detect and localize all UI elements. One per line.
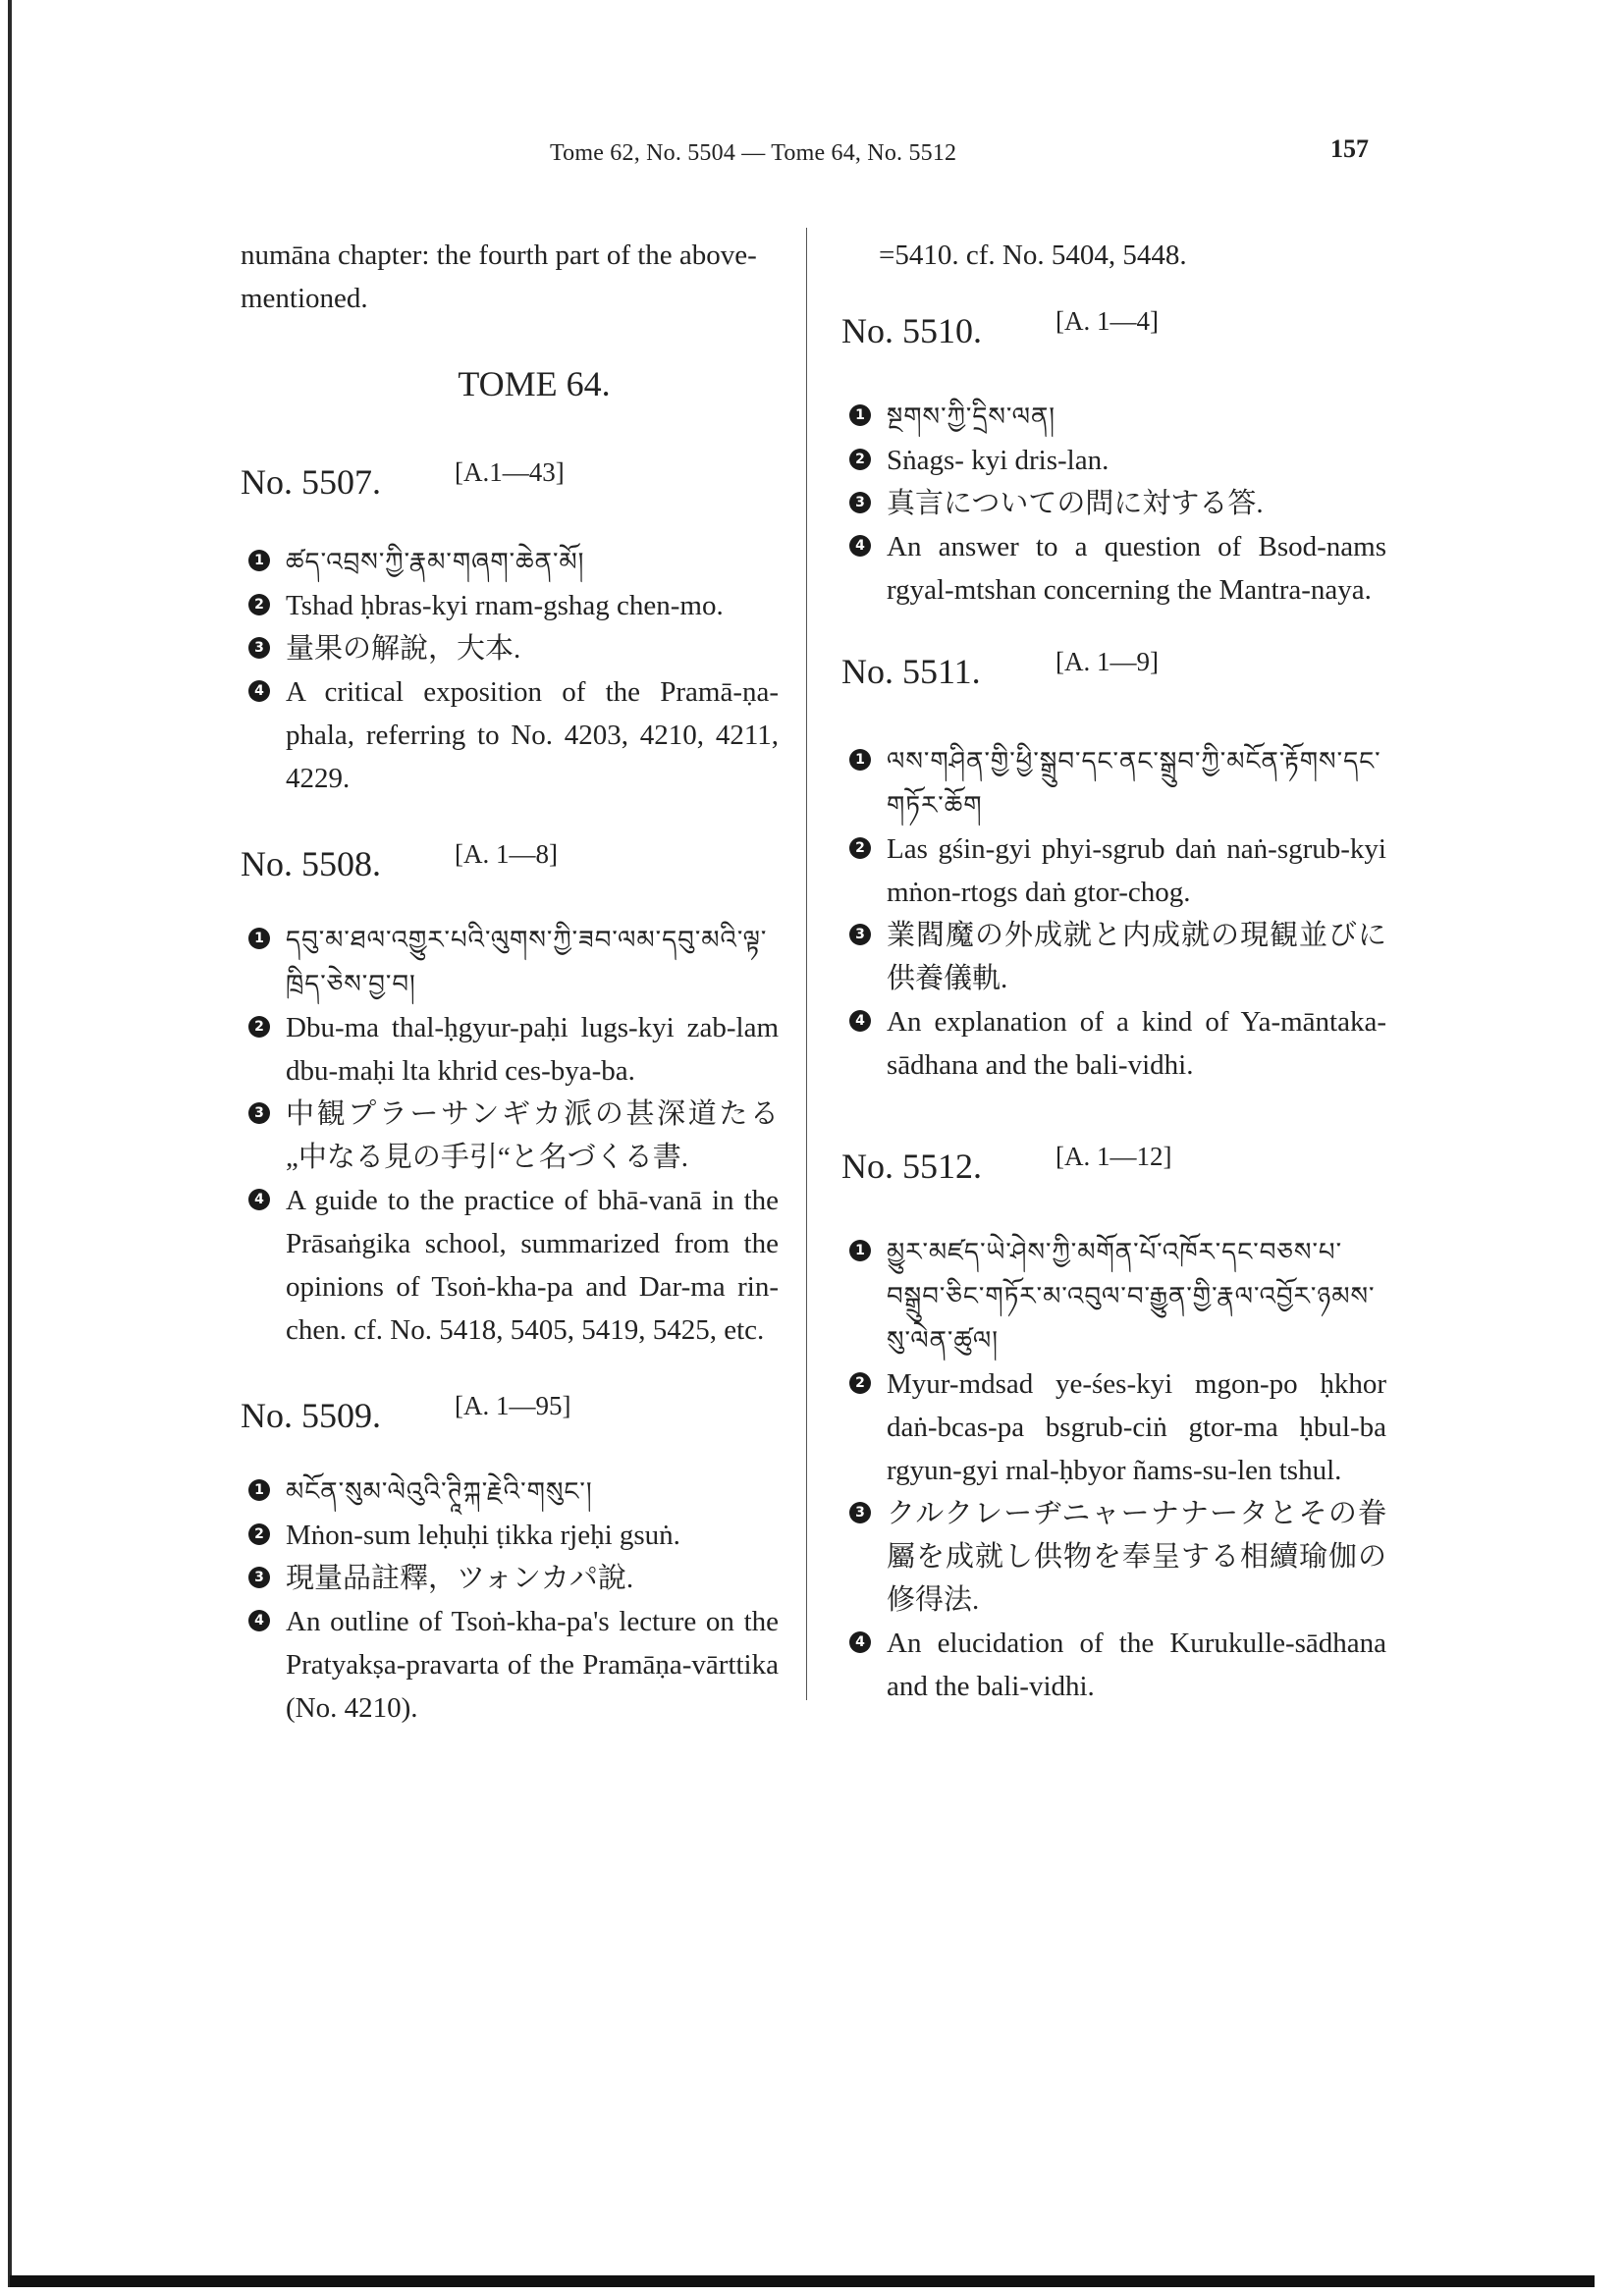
item-text: ལས་གཤིན་གྱི་ཕྱི་སྒྲུབ་དང་ནང་སྒྲུབ་ཀྱི་མངོན་རྟོགས་དང་གཏོར་ཆོག xyxy=(887,747,1381,821)
entry-number: No. 5512. xyxy=(841,1147,982,1186)
circled-number: 1 xyxy=(248,550,270,571)
entry-reference: [A. 1—95] xyxy=(455,1391,571,1420)
circled-number: 4 xyxy=(849,535,871,557)
item-text: མྱུར་མཛད་ཡེ་ཤེས་ཀྱི་མགོན་པོ་འཁོར་དང་བཅས་པ་བསྒྲུབ་ཅིང་གཏོར་མ་འབུལ་བ་རྒྱུན་གྱི་རྣལ་འབྱོར་ཉམས་སུ་ལེན་ཚུལ། xyxy=(887,1238,1376,1356)
entry-item xyxy=(841,1000,1386,1087)
entry-item xyxy=(241,1469,779,1514)
entry-item xyxy=(841,1362,1386,1492)
entry-item xyxy=(841,395,1386,439)
entry-item xyxy=(241,1093,779,1179)
circled-number: 3 xyxy=(849,1502,871,1523)
entry-item xyxy=(241,670,779,800)
right-column xyxy=(841,234,1386,1708)
circled-number: 3 xyxy=(248,637,270,659)
circled-number: 2 xyxy=(849,837,871,859)
item-text: A guide to the practice of bhā-vanā in the Prāsaṅgika school, summarized from the opinions of Tsoṅ-kha-pa and Dar-ma rin-chen. cf. No. 5418, 5405, 5419, 5425, etc. xyxy=(286,1185,779,1346)
entry-reference: [A. 1—4] xyxy=(1056,306,1159,336)
binding-edge xyxy=(8,0,12,2287)
item-text: 中観プラーサンギカ派の甚深道たる„中なる見の手引“と名づくる書. xyxy=(286,1098,779,1173)
running-head: Tome 62, No. 5504 — Tome 64, No. 5512 xyxy=(550,140,957,166)
item-text: Sṅags- kyi dris-lan. xyxy=(887,445,1110,476)
item-text: 現量品註釋，ツォンカパ說. xyxy=(286,1563,634,1594)
item-text: Myur-mdsad ye-śes-kyi mgon-po ḥkhor daṅ-bcas-pa bsgrub-ciṅ gtor-ma ḥbul-ba rgyun-gyi rnal-ḥbyor ñams-su-len tshul. xyxy=(887,1368,1386,1486)
item-text: 量果の解說，大本. xyxy=(286,633,521,665)
entry-number: No. 5511. xyxy=(841,652,981,691)
circled-number: 2 xyxy=(849,449,871,470)
entry xyxy=(241,457,779,800)
entry-item xyxy=(841,828,1386,914)
entry-reference: [A. 1—9] xyxy=(1056,647,1159,676)
entry xyxy=(841,1142,1386,1708)
entry-item xyxy=(241,1514,779,1557)
item-text: Dbu-ma thal-ḥgyur-paḥi lugs-kyi zab-lam dbu-maḥi lta khrid ces-bya-ba. xyxy=(286,1012,779,1087)
entry-item xyxy=(241,627,779,670)
entry-item xyxy=(841,739,1386,828)
entry-reference: [A. 1—12] xyxy=(1056,1142,1172,1171)
item-text: An explanation of a kind of Ya-māntaka-sādhana and the bali-vidhi. xyxy=(887,1006,1386,1081)
entry-item xyxy=(841,1492,1386,1622)
circled-number: 2 xyxy=(248,1523,270,1545)
circled-number: 4 xyxy=(248,1610,270,1631)
entry-item xyxy=(241,584,779,627)
entry-item xyxy=(241,1600,779,1730)
circled-number: 1 xyxy=(849,749,871,771)
entry-item xyxy=(241,1179,779,1352)
item-text: 業閻魔の外成就と内成就の現観並びに供養儀軌. xyxy=(887,920,1386,994)
entry xyxy=(841,306,1386,612)
circled-number: 1 xyxy=(849,404,871,426)
circled-number: 3 xyxy=(849,924,871,945)
entry-item xyxy=(241,918,779,1006)
item-text: སྔགས་ཀྱི་དྲིས་ལན། xyxy=(887,402,1056,432)
entry-item xyxy=(841,439,1386,482)
entry-reference: [A. 1—8] xyxy=(455,839,558,869)
circled-number: 3 xyxy=(248,1567,270,1588)
circled-number: 2 xyxy=(248,594,270,615)
entry-number: No. 5508. xyxy=(241,844,381,883)
circled-number: 2 xyxy=(849,1372,871,1394)
entry xyxy=(841,647,1386,1087)
item-text: A critical exposition of the Pramā-ṇa-phala, referring to No. 4203, 4210, 4211, 4229. xyxy=(286,676,779,794)
tome-title: TOME 64. xyxy=(458,364,611,403)
item-text: Tshad ḥbras-kyi rnam-gshag chen-mo. xyxy=(286,590,724,621)
circled-number: 4 xyxy=(849,1010,871,1032)
entry-item xyxy=(241,1006,779,1093)
continuation-text: numāna chapter: the fourth part of the above-mentioned. xyxy=(241,240,757,314)
circled-number: 2 xyxy=(248,1016,270,1038)
item-text: Las gśin-gyi phyi-sgrub daṅ naṅ-sgrub-kyi mṅon-rtogs daṅ gtor-chog. xyxy=(887,833,1386,908)
entry-number: No. 5509. xyxy=(241,1396,381,1435)
entry-number: No. 5507. xyxy=(241,462,381,502)
circled-number: 1 xyxy=(248,1479,270,1501)
circled-number: 1 xyxy=(248,928,270,949)
entry-number: No. 5510. xyxy=(841,311,982,350)
entry-item xyxy=(841,1230,1386,1362)
entry xyxy=(241,839,779,1352)
left-column xyxy=(241,234,779,1730)
entry-item xyxy=(841,1622,1386,1708)
item-text: ཚད་འབྲས་ཀྱི་རྣམ་གཞག་ཆེན་མོ། xyxy=(286,548,585,577)
circled-number: 4 xyxy=(248,680,270,702)
circled-number: 3 xyxy=(248,1102,270,1124)
item-text: དབུ་མ་ཐལ་འགྱུར་པའི་ལུགས་ཀྱི་ཟབ་ལམ་དབུ་མའི་ལྟ་ཁྲིད་ཅེས་བྱ་བ། xyxy=(286,926,768,999)
item-text: An answer to a question of Bsod-nams rgyal-mtshan concerning the Mantra-naya. xyxy=(887,531,1386,606)
entry-item xyxy=(841,525,1386,612)
entry xyxy=(241,1391,779,1730)
column-divider xyxy=(806,228,807,1700)
circled-number: 4 xyxy=(849,1631,871,1653)
continuation-text: =5410. cf. No. 5404, 5448. xyxy=(879,240,1187,271)
entry-reference: [A.1—43] xyxy=(455,457,565,487)
page-number: 157 xyxy=(1330,134,1369,163)
entry-item xyxy=(241,540,779,584)
item-text: མངོན་སུམ་ལེའུའི་ཊཱིཀྐ་རྗེའི་གསུང་། xyxy=(286,1477,593,1507)
entry-item xyxy=(841,914,1386,1000)
item-text: 真言についての問に対する答. xyxy=(887,488,1264,519)
entry-item xyxy=(241,1557,779,1600)
circled-number: 3 xyxy=(849,492,871,513)
item-text: Mṅon-sum leḥuḥi ṭikka rjeḥi gsuṅ. xyxy=(286,1520,680,1551)
circled-number: 1 xyxy=(849,1240,871,1261)
circled-number: 4 xyxy=(248,1189,270,1210)
item-text: クルクレーヂニャーナナータとその眷屬を成就し供物を奉呈する相續瑜伽の修得法. xyxy=(887,1498,1386,1616)
bottom-rule xyxy=(10,2275,1595,2287)
item-text: An elucidation of the Kurukulle-sādhana and the bali-vidhi. xyxy=(887,1628,1386,1702)
item-text: An outline of Tsoṅ-kha-pa's lecture on the Pratyakṣa-pravarta of the Pramāṇa-vārttika (No. 4210). xyxy=(286,1606,779,1724)
entry-item xyxy=(841,482,1386,525)
